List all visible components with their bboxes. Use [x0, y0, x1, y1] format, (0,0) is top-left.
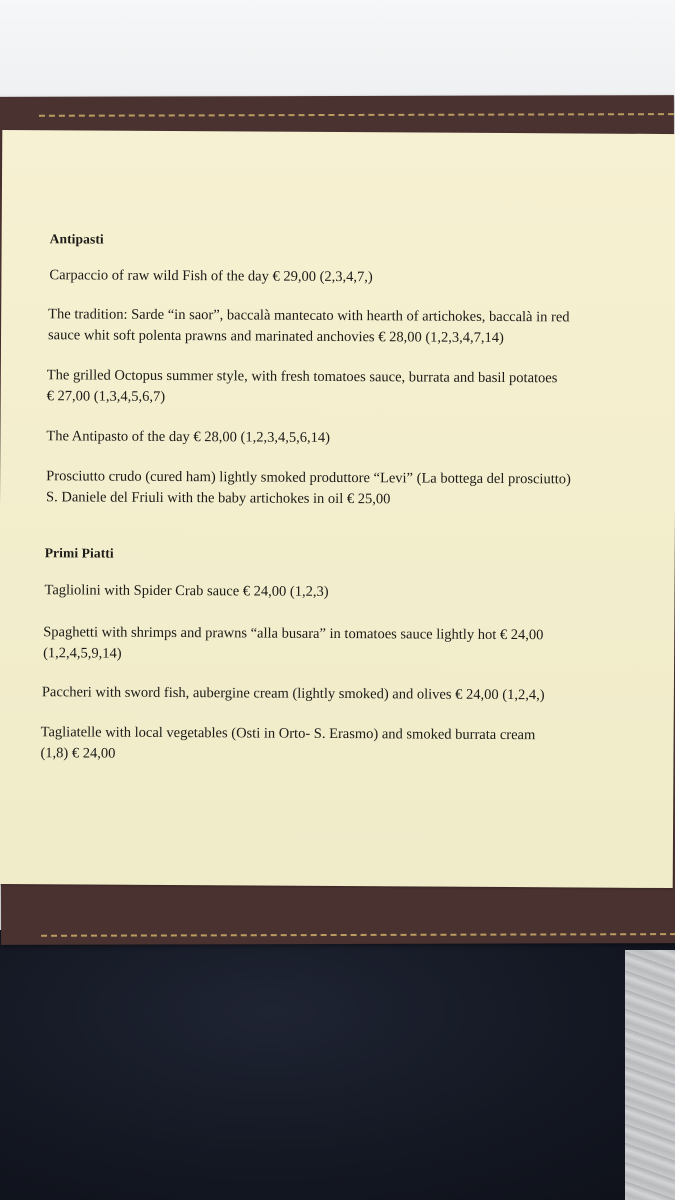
menu-item-line: The grilled Octopus summer style, with fresh tomatoes sauce, burrata and basil potatoes: [46, 367, 558, 387]
section-heading-primi-piatti: Primi Piatti: [44, 545, 114, 561]
section-heading-antipasti: Antipasti: [49, 231, 104, 247]
menu-item-line: Paccheri with sword fish, aubergine cream (lightly smoked) and olives € 24,00 (1,2,4,): [41, 684, 545, 704]
menu-item-carpaccio: [49, 265, 372, 287]
menu-item-antipasto-of-the-day: [46, 426, 330, 448]
menu-item-line: The Antipasto of the day € 28,00 (1,2,3,4,5,6,14): [46, 428, 330, 446]
menu-item-line: (1,8) € 24,00: [40, 744, 116, 762]
menu-item-tradition: [48, 304, 570, 348]
menu-content: [0, 130, 675, 888]
menu-item-line: Tagliatelle with local vegetables (Osti in Orto- S. Erasmo) and smoked burrata cream: [40, 724, 536, 744]
menu-item-line: S. Daniele del Friuli with the baby artichokes in oil € 25,00: [46, 488, 391, 507]
menu-page: [0, 130, 675, 888]
menu-item-octopus: [47, 365, 558, 409]
menu-item-line: Spaghetti with shrimps and prawns “alla busara” in tomatoes sauce lightly hot € 24,00: [43, 624, 544, 644]
dark-trousers-background: [0, 930, 675, 1200]
menu-item-line: Prosciutto crudo (cured ham) lightly smoked produttore “Levi” (La bottega del prosciutto): [46, 468, 571, 488]
menu-item-line: Tagliolini with Spider Crab sauce € 24,00 (1,2,3): [44, 582, 329, 600]
menu-item-line: The tradition: Sarde “in saor”, baccalà mantecato with hearth of artichokes, baccalà in red: [48, 306, 570, 326]
menu-item-tagliolini: [44, 580, 328, 602]
menu-item-line: € 27,00 (1,3,4,5,6,7): [46, 387, 166, 405]
menu-item-line: Carpaccio of raw wild Fish of the day € 29,00 (2,3,4,7,): [49, 267, 373, 286]
menu-item-tagliatelle: [40, 722, 535, 766]
menu-item-paccheri: [42, 682, 545, 706]
stone-floor: [625, 950, 675, 1200]
bottom-stitching: [41, 933, 675, 937]
menu-item-spaghetti: [43, 622, 543, 666]
menu-item-line: (1,2,4,5,9,14): [43, 644, 122, 662]
menu-item-line: sauce whit soft polenta prawns and marinated anchovies € 28,00 (1,2,3,4,7,14): [48, 326, 504, 346]
top-stitching: [39, 113, 674, 117]
menu-item-prosciutto: [46, 466, 571, 510]
